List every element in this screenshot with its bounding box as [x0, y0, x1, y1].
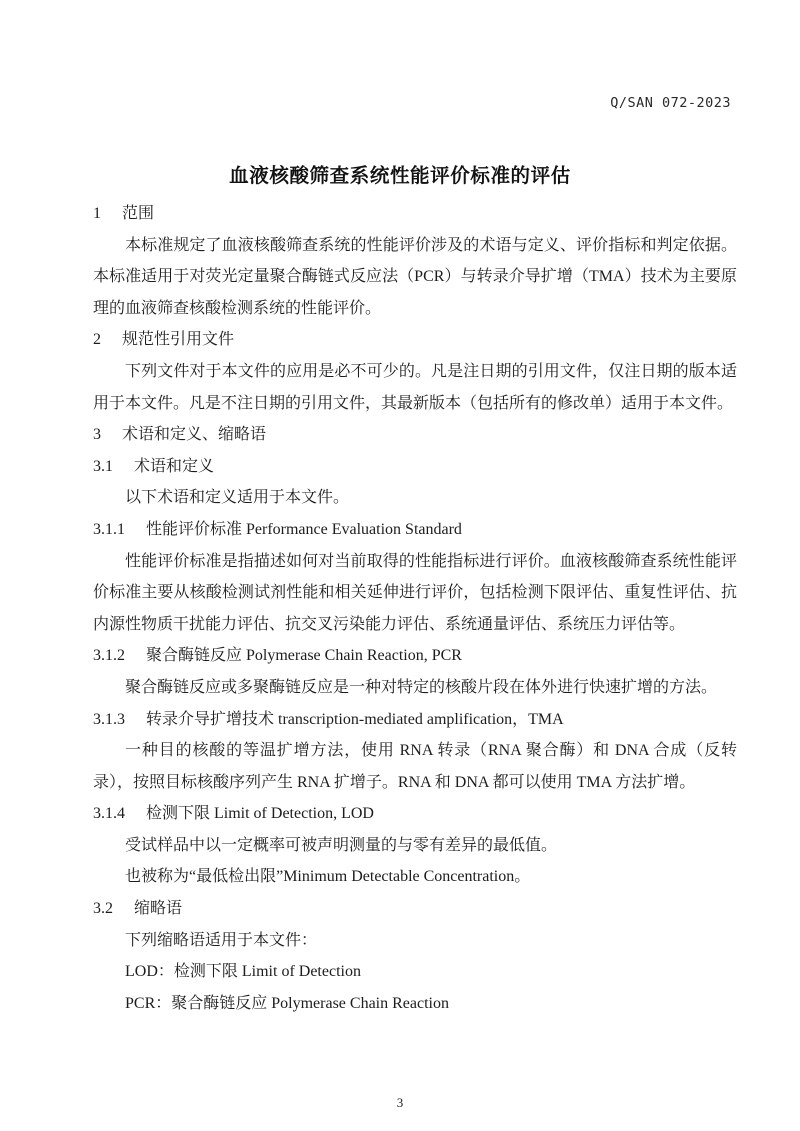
clause-title: 术语和定义: [134, 457, 215, 475]
term-heading-3-1-2: [93, 640, 737, 672]
clause-title: 性能评价标准 Performance Evaluation Standard: [146, 520, 462, 538]
term-heading-3-1-3: [93, 704, 737, 736]
clause-number: 3.1.1: [93, 520, 125, 538]
clause-number: 2: [93, 331, 101, 349]
page-number: 3: [396, 1095, 404, 1110]
paragraph: 以下术语和定义适用于本文件。: [125, 489, 350, 507]
term-heading-3-1-4: [93, 798, 737, 830]
clause-title: 规范性引用文件: [122, 331, 235, 349]
paragraph: 本标准规定了血液核酸筛查系统的性能评价涉及的术语与定义、评价指标和判定依据。本标准适用于对荧光定量聚合酶链式反应法（PCR）与转录介导扩增（TMA）技术为主要原理的血液筛查核酸检测系统的性能评价。: [93, 236, 737, 317]
section-heading-2: [93, 324, 737, 356]
subsection-heading-3-1: [93, 451, 737, 483]
clause-number: 3.1.4: [93, 805, 125, 823]
clause-title: 范围: [122, 205, 155, 222]
clause-title: 转录介导扩增技术 transcription-mediated amplification，TMA: [146, 710, 564, 728]
paragraph: 聚合酶链反应或多聚酶链反应是一种对特定的核酸片段在体外进行快速扩增的方法。: [125, 678, 718, 696]
document-code: Q/SAN 072-2023: [610, 95, 731, 111]
subsection-heading-3-2: [93, 893, 737, 925]
paragraph: 下列文件对于本文件的应用是必不可少的。凡是注日期的引用文件，仅注日期的版本适用于本文件。凡是不注日期的引用文件，其最新版本（包括所有的修改单）适用于本文件。: [93, 362, 737, 412]
paragraph: 也被称为“最低检出限”Minimum Detectable Concentration。: [125, 868, 531, 886]
clause-title: 聚合酶链反应 Polymerase Chain Reaction, PCR: [146, 647, 462, 665]
paragraph: 受试样品中以一定概率可被声明测量的与零有差异的最低值。: [125, 836, 558, 854]
document-title: 血液核酸筛查系统性能评价标准的评估: [229, 166, 571, 187]
clause-number: 3.2: [93, 900, 113, 918]
clause-number: 3.1.3: [93, 710, 125, 728]
clause-number: 3: [93, 426, 101, 444]
clause-number: 3.1: [93, 457, 113, 475]
clause-title: 检测下限 Limit of Detection, LOD: [146, 805, 374, 823]
clause-number: 3.1.2: [93, 647, 125, 665]
paragraph: 下列缩略语适用于本文件：: [125, 931, 318, 949]
document-body: [93, 198, 737, 1019]
section-heading-3: [93, 419, 737, 451]
abbr-item-lod: LOD：检测下限 Limit of Detection: [125, 963, 361, 981]
paragraph: 一种目的核酸的等温扩增方法，使用 RNA 转录（RNA 聚合酶）和 DNA 合成（反转录），按照目标核酸序列产生 RNA 扩增子。RNA 和 DNA 都可以使用 TMA 方法扩增。: [93, 742, 737, 791]
section-heading-1: [93, 198, 737, 230]
clause-title: 术语和定义、缩略语: [122, 426, 267, 444]
paragraph: 性能评价标准是指描述如何对当前取得的性能指标进行评价。血液核酸筛查系统性能评价标准主要从核酸检测试剂性能和相关延伸进行评价，包括检测下限评估、重复性评估、抗内源性物质干扰能力评估、抗交叉污染能力评估、系统通量评估、系统压力评估等。: [93, 552, 737, 633]
clause-title: 缩略语: [134, 900, 183, 918]
abbr-item-pcr: PCR：聚合酶链反应 Polymerase Chain Reaction: [125, 994, 449, 1012]
term-heading-3-1-1: [93, 514, 737, 546]
clause-number: 1: [93, 205, 101, 222]
